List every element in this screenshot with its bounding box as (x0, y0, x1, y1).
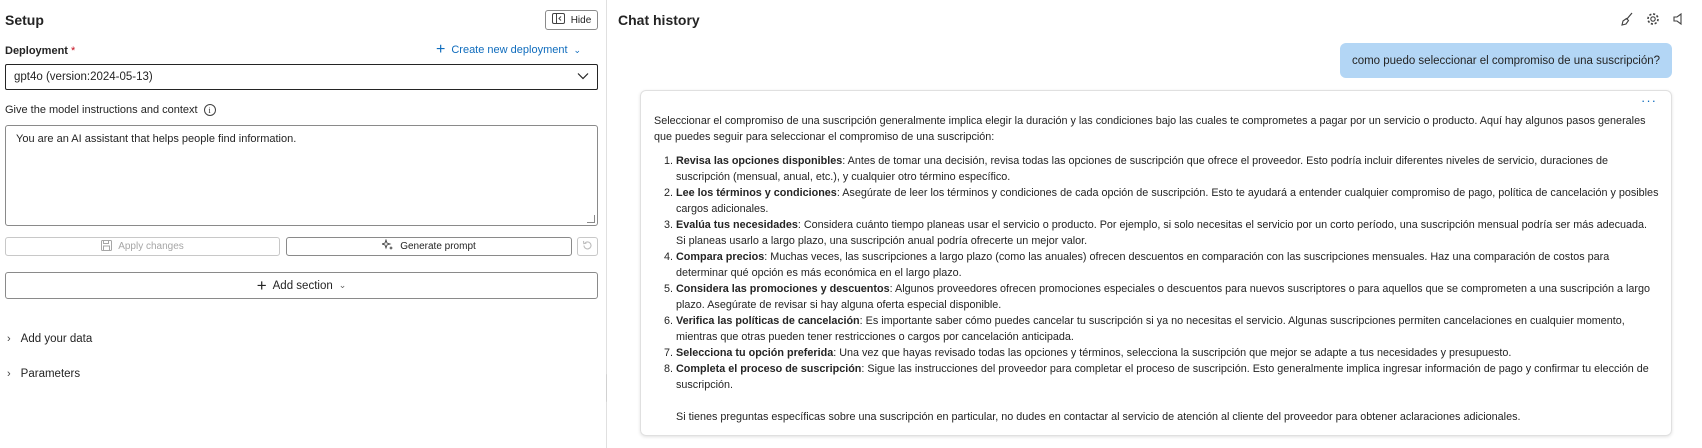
step-title: Compara precios (676, 251, 765, 263)
step-text: : Es importante saber cómo puedes cancelar tu suscripción si ya no necesitas el servicio. Algunas suscripciones permiten cancelaciones en cualquier momento, mientras que otras pueden tener restricciones o cargos por cancelación anticipada. (676, 315, 1625, 343)
assistant-message (640, 90, 1672, 436)
step-text: : Algunos proveedores ofrecen promociones especiales o descuentos para nuevos suscriptores o para aquellos que se comprometen a una suscripción a largo plazo. Asegúrate de revisar si hay alguna oferta especial disponible. (676, 283, 1651, 311)
deployment-select[interactable] (5, 64, 598, 90)
hide-label: Hide (570, 14, 592, 26)
plus-icon: + (436, 41, 446, 58)
reply-intro: Seleccionar el compromiso de una suscripción generalmente implica elegir la duración y las condiciones bajo las cuales te comprometes a pagar por un servicio o producto. Aquí hay algunos pasos generales que puedes seguir para seleccionar el compromiso de una suscripción: (654, 115, 1646, 143)
apply-label: Apply changes (118, 241, 184, 252)
info-icon[interactable]: i (204, 104, 216, 116)
step-text: : Considera cuánto tiempo planeas usar el servicio o producto. Por ejemplo, si solo necesitas el servicio por un corto período, una suscripción mensual podría ser más adecuada. Si planeas usarlo a largo plazo, una suscripción anual podría ofrecerte un mejor valor. (676, 219, 1648, 247)
broom-icon[interactable] (1620, 12, 1634, 26)
step-text: : Una vez que hayas revisado todas las opciones y términos, selecciona la suscripción que mejor se adapte a tus necesidades y presupuesto. (833, 347, 1512, 359)
setup-panel (0, 0, 606, 448)
step-title: Selecciona tu opción preferida (676, 347, 834, 359)
chat-panel (607, 0, 1702, 448)
gear-icon[interactable] (1646, 12, 1660, 26)
reply-outro: Si tienes preguntas específicas sobre una suscripción en particular, no dudes en contactar al servicio de atención al cliente del proveedor para obtener aclaraciones adicionales. (676, 411, 1521, 423)
list-item (676, 249, 1659, 281)
generate-label: Generate prompt (400, 241, 476, 252)
add-section-label: Add section (272, 279, 333, 292)
instructions-textarea[interactable] (5, 125, 598, 226)
list-item (676, 345, 1659, 361)
deployment-label (5, 45, 75, 57)
reset-icon (582, 240, 593, 254)
panel-hide-icon (552, 13, 565, 27)
list-item (676, 217, 1659, 249)
list-item (676, 153, 1659, 185)
add-section-button[interactable] (5, 272, 598, 299)
chevron-down-icon: ⌄ (338, 280, 347, 290)
step-title: Completa el proceso de suscripción (676, 363, 862, 375)
deployment-value: gpt4o (version:2024-05-13) (14, 71, 153, 83)
list-item (676, 281, 1659, 313)
deployment-label-text: Deployment (5, 45, 68, 57)
parameters-label: Parameters (20, 368, 81, 380)
user-message (1340, 43, 1672, 78)
plus-icon: + (256, 275, 267, 295)
list-item (676, 361, 1659, 393)
step-title: Revisa las opciones disponibles (676, 155, 843, 167)
hide-button[interactable] (545, 10, 598, 30)
apply-changes-button[interactable] (5, 237, 280, 256)
step-title: Considera las promociones y descuentos (676, 283, 890, 295)
instructions-value: You are an AI assistant that helps people find information. (16, 133, 297, 145)
chat-title: Chat history (618, 12, 700, 28)
sparkle-icon (382, 239, 394, 254)
create-deployment-label: Create new deployment (451, 44, 568, 56)
instructions-label-text: Give the model instructions and context (5, 104, 198, 116)
step-text: : Muchas veces, las suscripciones a largo plazo (como las anuales) ofrecen descuentos en comparación con las suscripciones mensuales. Haz una comparación de costos para determinar qué opción es más económica en el largo plazo. (676, 251, 1610, 279)
create-deployment-link[interactable] (436, 43, 581, 57)
chat-toolbar (1620, 12, 1686, 26)
chevron-down-icon: ⌄ (573, 44, 582, 55)
resize-handle[interactable] (587, 215, 595, 223)
instructions-label (5, 104, 216, 116)
speaker-icon[interactable] (1672, 12, 1686, 26)
add-your-data-expander[interactable] (7, 333, 92, 345)
chevron-down-icon (577, 71, 589, 83)
step-title: Verifica las políticas de cancelación (676, 315, 860, 327)
step-title: Lee los términos y condiciones (676, 187, 837, 199)
save-icon (101, 240, 112, 254)
user-message-text: como puedo seleccionar el compromiso de una suscripción? (1351, 54, 1661, 67)
generate-prompt-button[interactable] (286, 237, 572, 256)
list-item (676, 313, 1659, 345)
parameters-expander[interactable] (7, 368, 80, 380)
step-text: : Antes de tomar una decisión, revisa todas las opciones de suscripción que ofrece el proveedor. Esto podría incluir diferentes niveles de servicio, duraciones de suscripción (mensual, anual, etc.), y cualquier otro término específico. (676, 155, 1609, 183)
reply-steps-list (676, 153, 1659, 393)
step-text: : Asegúrate de leer los términos y condiciones de cada opción de suscripción. Esto te ayudará a entender cualquier compromiso de pago, política de cancelación y posibles cargos adicionales. (676, 187, 1659, 215)
list-item (676, 185, 1659, 217)
step-title: Evalúa tus necesidades (676, 219, 798, 231)
add-data-label: Add your data (20, 333, 93, 345)
reset-button[interactable] (577, 237, 598, 256)
chevron-right-icon: › (7, 368, 11, 380)
more-options-icon[interactable]: ··· (1641, 93, 1657, 108)
required-mark: * (71, 45, 76, 57)
step-text: : Sigue las instrucciones del proveedor para completar el proceso de suscripción. Esto generalmente implica ingresar información de pago y confirmar tu elección de suscripción. (676, 363, 1649, 391)
setup-title: Setup (5, 12, 44, 28)
chevron-right-icon: › (7, 333, 11, 345)
